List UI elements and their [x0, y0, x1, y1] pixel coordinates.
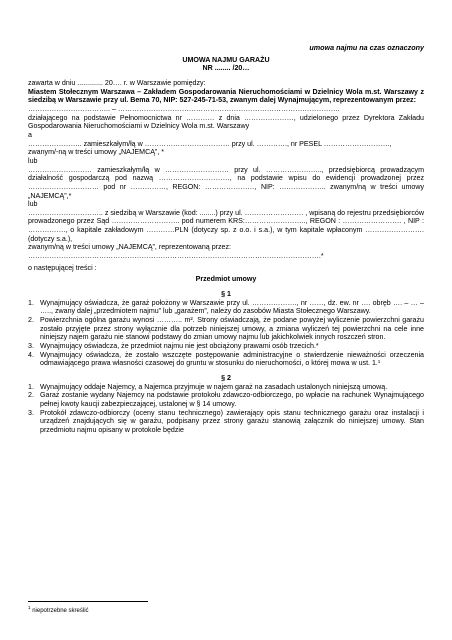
lessor-representative-line: …………………………….. – ………………………………………………………………………………….	[28, 104, 340, 113]
paragraph-1-list	[28, 299, 424, 368]
tenant-designation-1: zwanym/-ną w treści umowy „NAJEMCĄ”, *	[28, 148, 164, 157]
list-item: 4. Wynajmujący oświadcza, że zostało wszczęte postępowanie administracyjne o stwierdzenie nieważności orzeczenia odmawiającego prawa własności czasowej do gruntu w stosunku do nieruchomości, o której mowa w ust. 1.¹	[28, 350, 424, 368]
conjunction-lub-1: lub	[28, 156, 38, 165]
contract-type-label: umowa najmu na czas oznaczony	[309, 43, 424, 52]
tenant-individual-paragraph: ………………….. zamieszkałym/łą w ……………………………… przy ul. …………., nr PESEL ……………………….,	[28, 139, 392, 148]
footnote-divider	[28, 601, 148, 602]
tenant-designation-3: zwanym/ną w treści umowy „NAJEMCĄ”, reprezentowaną przez:	[28, 243, 232, 252]
lessor-paragraph: Miastem Stołecznym Warszawa – Zakładem Gospodarowania Nieruchomościami w Dzielnicy Wola m.st. Warszawy z siedzibą w Warszawie przy ul. Bema 70, NIP: 527-245-71-53, zwanym dalej Wynajmującym, reprezentowanym przez:	[28, 87, 424, 105]
company-representative-line: …………………………………………………………………………………………………………….*	[28, 252, 324, 261]
list-item: 2. Garaż zostanie wydany Najemcy na podstawie protokołu zdawczo-odbiorczego, po wpłacie na rachunek Wynajmującego pełnej kwoty kaucji zabezpieczającej, ustalonej w § 14 umowy.	[28, 391, 424, 408]
contract-date-line: zawarta w dniu ............. 20…. r. w Warszawie pomiędzy:	[28, 78, 206, 87]
section-title: Przedmiot umowy	[195, 275, 257, 284]
conjunction-lub-2: lub	[28, 200, 38, 209]
list-item: 3. Wynajmujący oświadcza, że przedmiot najmu nie jest obciążony prawami osób trzecich.*	[28, 342, 319, 350]
list-item: 1. Wynajmujący oddaje Najemcy, a Najemca przyjmuje w najem garaż na zasadach ustalonych niniejszą umową.	[28, 382, 388, 391]
tenant-business-paragraph: ……………………… zamieszkałym/łą w ……………………… przy ul. …………………..., przedsiębiorcą prowadzącym działalność gospodarczą pod nazwą …………………………, na podstawie wpisu do ewidencji prowadzonej przez ………………………… pod nr ……………, REGON: …………………, NIP: ……………….. zwanym/ną w treści umowy „NAJEMCĄ”,*	[28, 165, 424, 200]
paragraph-1-heading: § 1	[221, 290, 231, 299]
conjunction-a: a	[28, 130, 32, 139]
contract-body	[28, 44, 424, 435]
footnote-text: niepotrzebne skreślić	[32, 608, 89, 614]
power-of-attorney-paragraph: działającego na podstawie Pełnomocnictwa nr ………… z dnia …………………, udzielonego przez Dyrektora Zakładu Gospodarowania Nieruchomościami w Dzielnicy Wola m.st. Warszawy	[28, 113, 424, 131]
list-item: 1. Wynajmujący oświadcza, że garaż położony w Warszawie przy ul. ………………., nr ……, dz. ew. nr …. obręb …. – … – ….., zwany dalej „przedmiotem najmu” lub „garażem”, należy do zasobów Miasta Stołecznego Warszawy.	[28, 298, 424, 316]
footnote	[28, 605, 89, 614]
footnote-mark: 1	[28, 605, 31, 610]
content-intro: o następującej treści :	[28, 263, 97, 272]
contract-number: NR ........ /20…	[202, 64, 250, 73]
contract-title: UMOWA NAJMU GARAŻU	[182, 55, 270, 64]
list-item: 3. Protokół zdawczo-odbiorczy (oceny stanu technicznego) zawierający opis stanu technicznego garażu oraz instalacji i urządzeń znajdujących się w garażu, podpisany przez strony garażu stanowią załącznik do niniejszej umowy. Stan przedmiotu najmu opisany w protokole będzie	[28, 408, 424, 434]
tenant-company-paragraph: ………………………….. z siedzibą w Warszawie (kod: ........) przy ul. ……………………. , wpisaną do rejestru przedsiębiorców prowadzonego przez Sąd ……………………….. pod numerem KRS:…………………….., REGON : ……………………. , NIP : ……………., o kapitale zakładowym …………PLN (dotyczy sp. z o.o. i s.a.), w tym kapitale wpłaconym ……………………. (dotyczy s.a.),	[28, 208, 424, 243]
paragraph-2-list	[28, 383, 424, 435]
paragraph-2-heading: § 2	[221, 373, 231, 382]
list-item: 2. Powierzchnia ogólna garażu wynosi ……….. m². Strony oświadczają, że podane powyżej wyliczenie powierzchni garażu zostało przyjęte przez strony wyłącznie dla potrzeb niniejszej umowy, a zmiana wyliczeń tej powierzchni na cele inne niniejszy najem garażu nie stanowi podstawy do zmian umowy najmu lub jakichkolwiek innych roszczeń stron.	[28, 316, 424, 342]
